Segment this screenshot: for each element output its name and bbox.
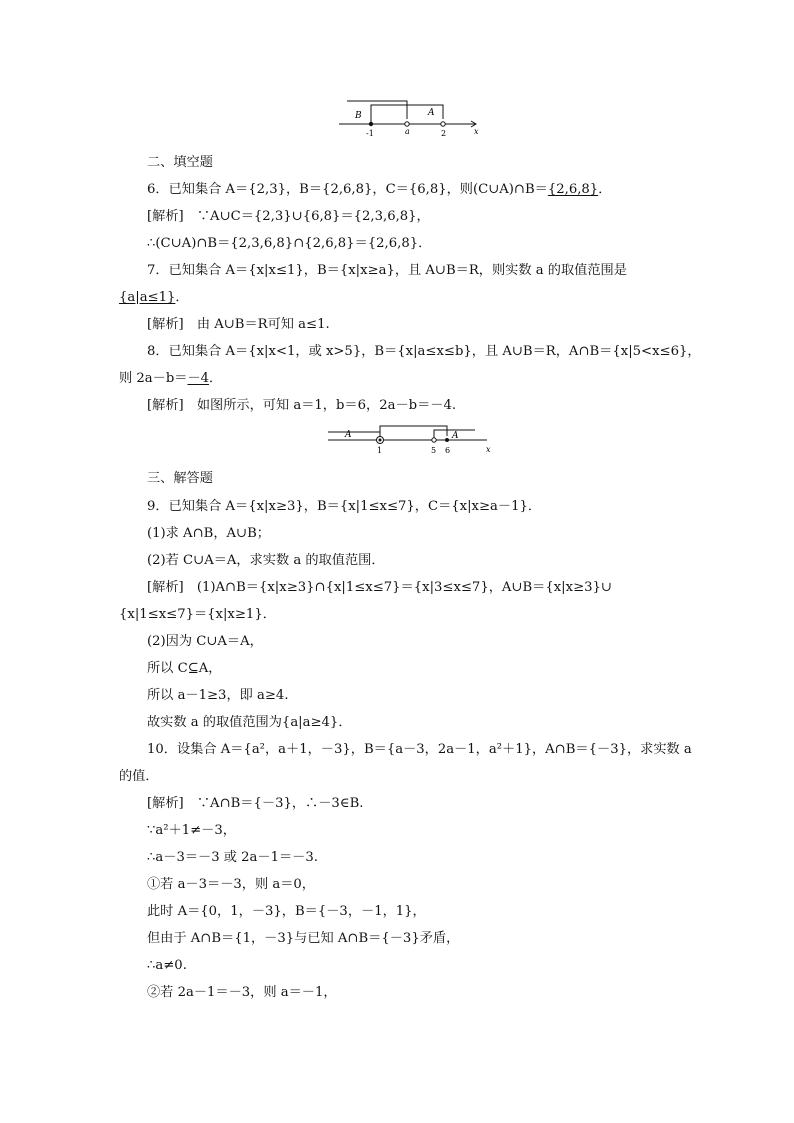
tick-label: 2	[441, 129, 447, 138]
number-line-figure-2	[325, 422, 500, 458]
section-heading: 二、填空题	[147, 155, 213, 170]
analysis-line: 所以 a－1≥3，即 a≥4.	[147, 688, 289, 703]
analysis-line: ∴a≠0.	[147, 958, 187, 973]
analysis-line: ②若 2a－1＝－3，则 a＝－1，	[147, 985, 337, 1000]
analysis-line: [解析] ∵A∪C＝{2,3}∪{6,8}＝{2,3,6,8}，	[147, 209, 430, 224]
label-a: A	[428, 108, 435, 118]
open-point-2	[441, 122, 445, 126]
set-a-left-bracket	[328, 432, 380, 436]
analysis-line: 故实数 a 的取值范围为{a|a≥4}．	[147, 715, 352, 730]
analysis-line: 此时 A＝{0，1，－3}，B＝{－3，－1，1}，	[147, 904, 426, 919]
label-b: B	[355, 111, 362, 121]
question-7-answer: {a|a≤1}．	[119, 290, 189, 305]
question-stem: 6．已知集合 A＝{2,3}，B＝{2,6,8}，C＝{6,8}，则(C∪A)∩B＝	[147, 182, 548, 197]
analysis-line: ∵a²＋1≠－3，	[147, 823, 236, 838]
analysis-line: 所以 C⊆A，	[147, 661, 222, 676]
tick-label: 1	[377, 446, 383, 455]
tick-label: a	[405, 127, 410, 136]
question-10-cont: 的值．	[119, 769, 159, 784]
question-9: 9．已知集合 A＝{x|x≥3}，B＝{x|1≤x≤7}，C＝{x|x≥a－1}．	[147, 499, 542, 514]
answer-blank: －4	[187, 371, 210, 386]
closed-point-6	[445, 438, 449, 442]
tick-label: 6	[445, 446, 451, 455]
analysis-line: {x|1≤x≤7}＝{x|x≥1}．	[119, 607, 276, 622]
open-point-5	[432, 438, 436, 442]
question-7: 7．已知集合 A＝{x|x≤1}，B＝{x|x≥a}，且 A∪B＝R，则实数 a 的取值范围是	[147, 263, 627, 278]
analysis-line: (2)因为 C∪A＝A，	[147, 634, 263, 649]
analysis-line: ∴a－3＝－3 或 2a－1＝－3.	[147, 850, 318, 865]
point-1-dot	[379, 439, 382, 442]
question-part: (2)若 C∪A＝A，求实数 a 的取值范围．	[147, 553, 385, 568]
question-10: 10．设集合 A＝{a²，a＋1，－3}，B＝{a－3，2a－1，a²＋1}，A∩B＝{－3}，求实数 a	[147, 742, 692, 757]
analysis-line: [解析] 由 A∪B＝R可知 a≤1.	[147, 317, 330, 332]
question-8-answer: 则 2a－b＝－4．	[119, 371, 223, 386]
analysis-line: ∴(C∪A)∩B＝{2,3,6,8}∩{2,6,8}＝{2,6,8}．	[147, 236, 432, 251]
closed-point	[369, 122, 373, 126]
analysis-line: 但由于 A∩B＝{1，－3}与已知 A∩B＝{－3}矛盾，	[147, 931, 460, 946]
axis-label: x	[486, 445, 491, 454]
question-part: (1)求 A∩B，A∪B；	[147, 526, 270, 541]
open-point-a	[405, 122, 409, 126]
label-a: A	[345, 430, 352, 440]
question-8: 8．已知集合 A＝{x|x<1，或 x>5}，B＝{x|a≤x≤b}，且 A∪B＝R，A∩B＝{x|5<x≤6}，	[147, 344, 701, 359]
answer-blank: {a|a≤1}	[119, 290, 176, 305]
analysis-line: [解析] (1)A∩B＝{x|x≥3}∩{x|1≤x≤7}＝{x|3≤x≤7}，A∪B＝{x|x≥3}∪	[147, 580, 612, 595]
tick-label: -1	[366, 129, 374, 138]
question-6: 6．已知集合 A＝{2,3}，B＝{2,6,8}，C＝{6,8}，则(C∪A)∩B＝{2,6,8}．	[147, 182, 612, 197]
number-line-figure-1	[335, 96, 485, 142]
analysis-line: ①若 a－3＝－3，则 a＝0，	[147, 877, 315, 892]
section-heading: 三、解答题	[147, 471, 213, 486]
label-a: A	[452, 431, 459, 441]
tick-label: 5	[431, 446, 437, 455]
answer-blank: {2,6,8}	[547, 182, 599, 197]
analysis-line: [解析] 如图所示，可知 a＝1，b＝6，2a－b＝－4.	[147, 398, 457, 413]
set-b-bracket	[380, 426, 447, 440]
axis-label: x	[474, 127, 479, 136]
analysis-line: [解析] ∵A∩B＝{－3}，∴－3∈B.	[147, 796, 364, 811]
